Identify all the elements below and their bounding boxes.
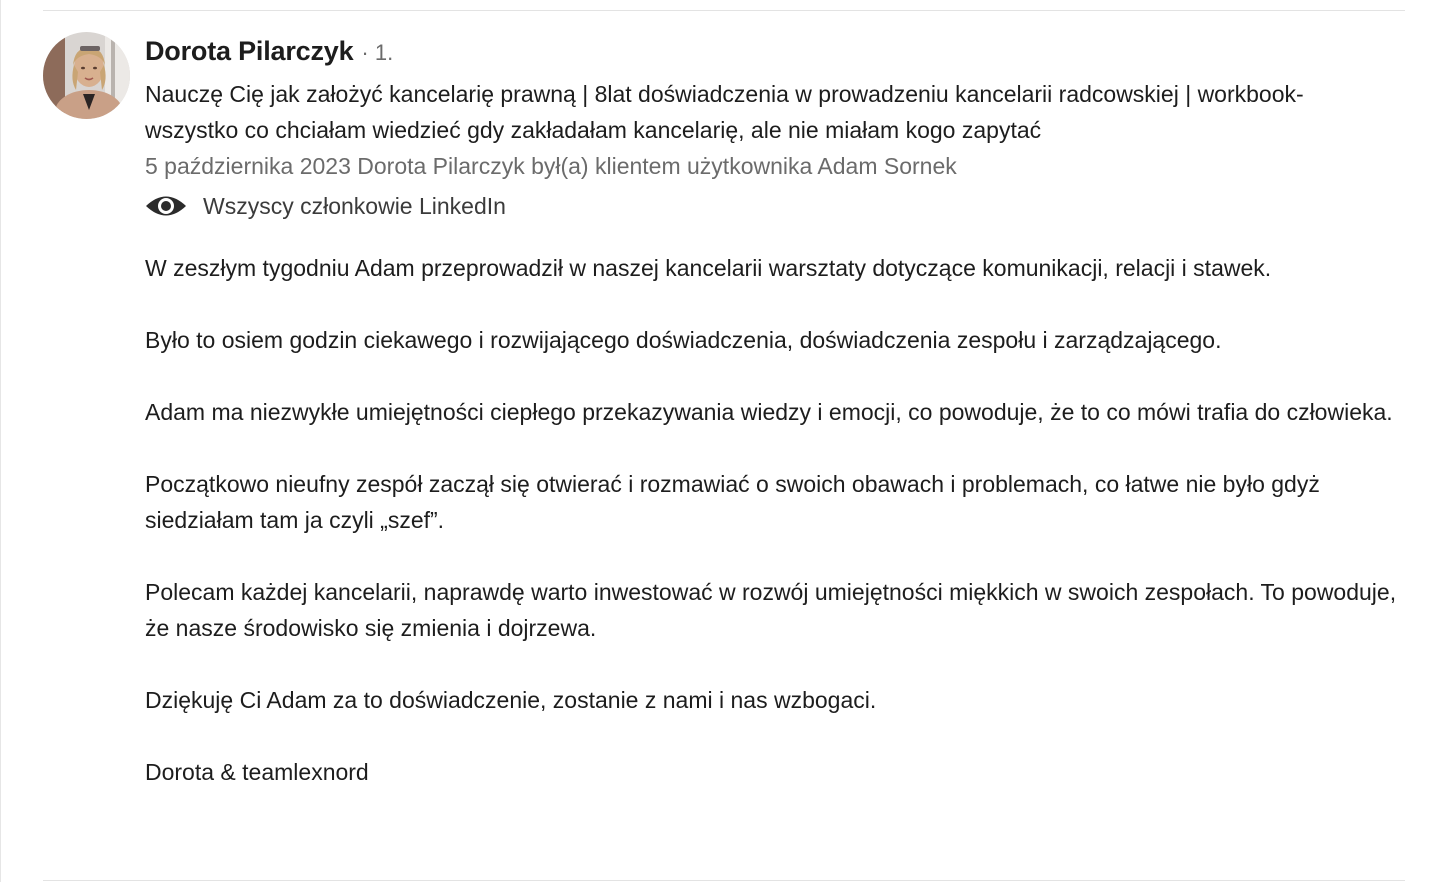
- paragraph: W zeszłym tygodniu Adam przeprowadził w naszej kancelarii warsztaty dotyczące komunikacji, relacji i stawek.: [145, 255, 1272, 281]
- left-edge-border: [0, 0, 1, 882]
- visibility-label: Wszyscy członkowie LinkedIn: [203, 192, 506, 219]
- paragraph: Adam ma niezwykłe umiejętności ciepłego przekazywania wiedzy i emocji, co powoduje, że to co mówi trafia do człowieka.: [145, 399, 1393, 425]
- author-name[interactable]: Dorota Pilarczyk: [145, 36, 354, 66]
- author-name-line: [145, 36, 1405, 74]
- recommendation-meta: 5 października 2023 Dorota Pilarczyk był(a) klientem użytkownika Adam Sornek: [145, 153, 957, 179]
- divider-top: [43, 10, 1405, 11]
- eye-icon: [145, 193, 187, 219]
- divider-bottom: [43, 880, 1405, 881]
- recommendation-header: [145, 36, 1405, 226]
- connection-degree: · 1.: [361, 40, 394, 65]
- author-headline: Nauczę Cię jak założyć kancelarię prawną | 8lat doświadczenia w prowadzeniu kancelarii radcowskiej | workbook- wszystko co chciałam wiedzieć gdy zakładałam kancelarię, ale nie miałam kogo zapytać: [145, 81, 1304, 143]
- avatar-photo: [43, 32, 130, 119]
- paragraph: Polecam każdej kancelarii, naprawdę warto inwestować w rozwój umiejętności miękkich w swoich zespołach. To powoduje, że nasze środowisko się zmienia i dojrzewa.: [145, 579, 1397, 641]
- avatar[interactable]: [43, 32, 130, 119]
- paragraph: Dziękuję Ci Adam za to doświadczenie, zostanie z nami i nas wzbogaci.: [145, 687, 877, 713]
- paragraph-signature: Dorota & teamlexnord: [145, 759, 369, 785]
- recommendation-text: [145, 250, 1407, 790]
- paragraph: Było to osiem godzin ciekawego i rozwijającego doświadczenia, doświadczenia zespołu i zarządzającego.: [145, 327, 1222, 353]
- visibility-row: [145, 186, 1405, 226]
- paragraph: Początkowo nieufny zespół zaczął się otwierać i rozmawiać o swoich obawach i problemach, co łatwe nie było gdyż siedziałam tam ja czyli „szef”.: [145, 471, 1320, 533]
